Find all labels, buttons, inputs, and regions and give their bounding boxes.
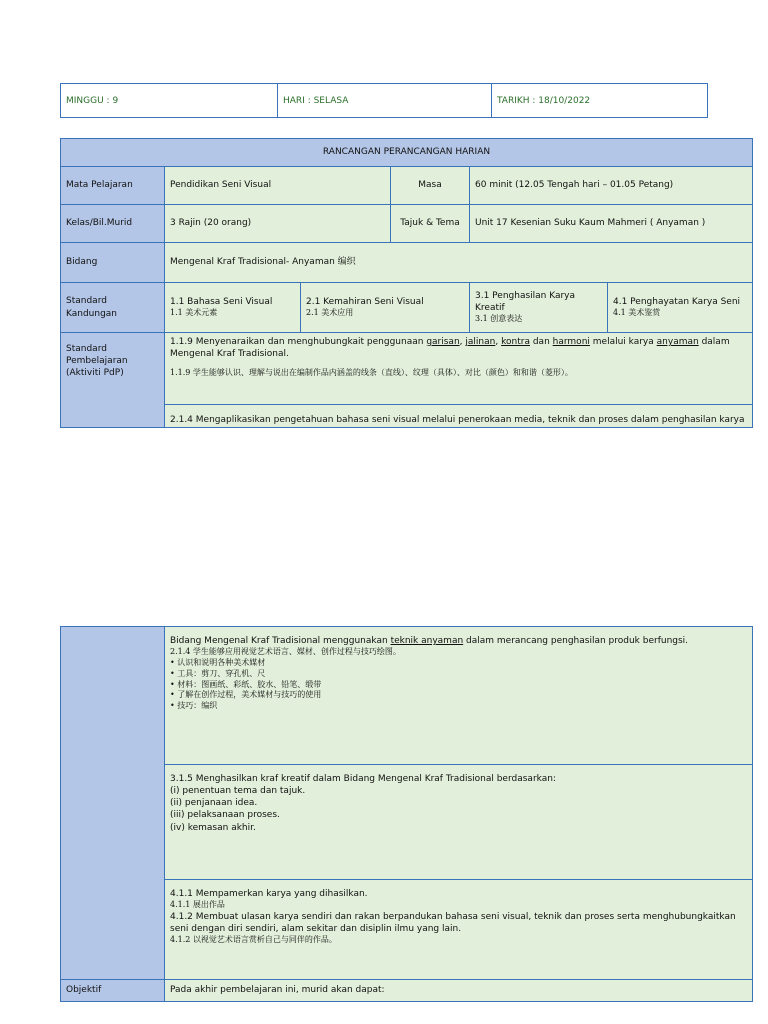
- block-412: 4.1.2 Membuat ulasan karya sendiri dan rakan berpandukan bahasa seni visual, teknik dan proses serta menghubungkaitkan seni dengan diri sendiri, alam sekitar dan disiplin ilmu yang lain.: [170, 911, 736, 935]
- rph-title: RANCANGAN PERANCANGAN HARIAN: [61, 139, 753, 167]
- mata-pelajaran-value: Pendidikan Seni Visual: [165, 167, 391, 205]
- sk-cell-2: [301, 283, 470, 333]
- tarikh-cell: TARIKH : 18/10/2022: [497, 95, 591, 106]
- block-412-zh: 4.1.2 以视觉艺术语言赏析自己与同伴的作品。: [170, 935, 337, 945]
- block-41: [165, 880, 753, 980]
- sp-214-cut: 2.1.4 Mengaplikasikan pengetahuan bahasa seni visual melalui penerokaan media, teknik dan proses dalam penghasilan karya: [165, 405, 753, 428]
- block-214-part-a: Bidang Mengenal Kraf Tradisional menggunakan: [170, 636, 388, 646]
- sp-119-harmoni: harmoni: [552, 337, 590, 347]
- sp-119-text: [170, 336, 747, 360]
- block-315-line-4: (iii) pelaksanaan proses.: [170, 810, 280, 821]
- block-214-zh-5: • 了解在创作过程，美术媒材与技巧的使用: [170, 690, 322, 700]
- rph-table: [60, 138, 753, 428]
- sp-119-zh: 1.1.9 学生能够认识、理解与说出在编制作品内涵盖的线条（直线）、纹理（具体）、对比（颜色）和和谐（菱形）。: [170, 368, 573, 378]
- block-411-zh: 4.1.1 展出作品: [170, 900, 225, 910]
- sp-119-jalinan: jalinan: [465, 337, 496, 347]
- label-standard-pembelajaran: Standard Pembelajaran (Aktiviti PdP): [61, 333, 165, 428]
- block-315-line-3: (ii) penjanaan idea.: [170, 798, 258, 809]
- continuation-label-cell: [61, 627, 165, 980]
- label-standard-kandungan: Standard Kandungan: [61, 283, 165, 333]
- sp-119-cell: [165, 333, 753, 405]
- sp-119-part-c: dalam Mengenal Kraf Tradisional.: [170, 337, 730, 360]
- sk-3-zh: 3.1 创意表达: [475, 314, 523, 324]
- label-kelas: Kelas/Bil.Murid: [61, 205, 165, 243]
- sp-119-part-b: melalui karya: [592, 337, 654, 347]
- label-objektif: Objektif: [61, 980, 165, 1002]
- block-214-zh-4: • 材料：图画纸、彩纸、胶水、铅笔、缎带: [170, 679, 322, 689]
- sk-cell-4: [608, 283, 753, 333]
- block-214-text: [170, 635, 747, 647]
- block-214-zh-1: 2.1.4 学生能够应用视觉艺术语言、媒材、创作过程与技巧绘图。: [170, 647, 401, 657]
- sp-119-sep2: ,: [495, 337, 499, 347]
- sk-2-ms: 2.1 Kemahiran Seni Visual: [306, 297, 424, 308]
- tajuk-value: Unit 17 Kesenian Suku Kaum Mahmeri ( Anyaman ): [470, 205, 753, 243]
- sk-cell-1: [165, 283, 301, 333]
- block-315-line-2: (i) penentuan tema dan tajuk.: [170, 786, 306, 797]
- sk-3-ms: 3.1 Penghasilan Karya Kreatif: [475, 290, 576, 314]
- sk-4-ms: 4.1 Penghayatan Karya Seni: [613, 297, 741, 308]
- kelas-value: 3 Rajin (20 orang): [165, 205, 391, 243]
- block-214-zh-3: • 工具：剪刀、穿孔机、尺: [170, 668, 266, 678]
- sp-119-anyaman: anyaman: [656, 337, 699, 347]
- sp-119-dan: dan: [532, 337, 550, 347]
- label-masa: Masa: [391, 167, 470, 205]
- label-tajuk: Tajuk & Tema: [391, 205, 470, 243]
- sk-4-zh: 4.1 美术鉴赏: [613, 308, 661, 318]
- bidang-value: Mengenal Kraf Tradisional- Anyaman 编织: [165, 243, 753, 283]
- sk-cell-3: [470, 283, 608, 333]
- block-214: [165, 627, 753, 765]
- sp-119-sep1: ,: [459, 337, 463, 347]
- block-214-zh-6: • 技巧：编织: [170, 701, 218, 711]
- teknik-anyaman: teknik anyaman: [390, 636, 464, 646]
- objektif-value: Pada akhir pembelajaran ini, murid akan dapat:: [165, 980, 753, 1002]
- sk-1-zh: 1.1 美术元素: [170, 308, 218, 318]
- sp-119-garisan: garisan: [426, 337, 460, 347]
- sk-2-zh: 2.1 美术应用: [306, 308, 354, 318]
- sp-119-kontra: kontra: [501, 337, 530, 347]
- block-315: [165, 765, 753, 880]
- sk-1-ms: 1.1 Bahasa Seni Visual: [170, 297, 273, 308]
- masa-value: 60 minit (12.05 Tengah hari – 01.05 Petang): [470, 167, 753, 205]
- label-bidang: Bidang: [61, 243, 165, 283]
- header-strip: [60, 83, 708, 118]
- block-214-zh-2: • 认识和说明各种美术媒材: [170, 657, 266, 667]
- sp-119-part-a: 1.1.9 Menyenaraikan dan menghubungkait penggunaan: [170, 337, 424, 347]
- continuation-table: [60, 626, 753, 1002]
- block-214-part-b: dalam merancang penghasilan produk berfungsi.: [466, 636, 689, 646]
- label-mata-pelajaran: Mata Pelajaran: [61, 167, 165, 205]
- hari-cell: HARI : SELASA: [278, 84, 492, 117]
- block-315-line-1: 3.1.5 Menghasilkan kraf kreatif dalam Bidang Mengenal Kraf Tradisional berdasarkan:: [170, 774, 556, 784]
- minggu-cell: MINGGU : 9: [61, 84, 278, 117]
- block-411: 4.1.1 Mempamerkan karya yang dihasilkan.: [170, 889, 368, 899]
- block-315-line-5: (iv) kemasan akhir.: [170, 822, 256, 833]
